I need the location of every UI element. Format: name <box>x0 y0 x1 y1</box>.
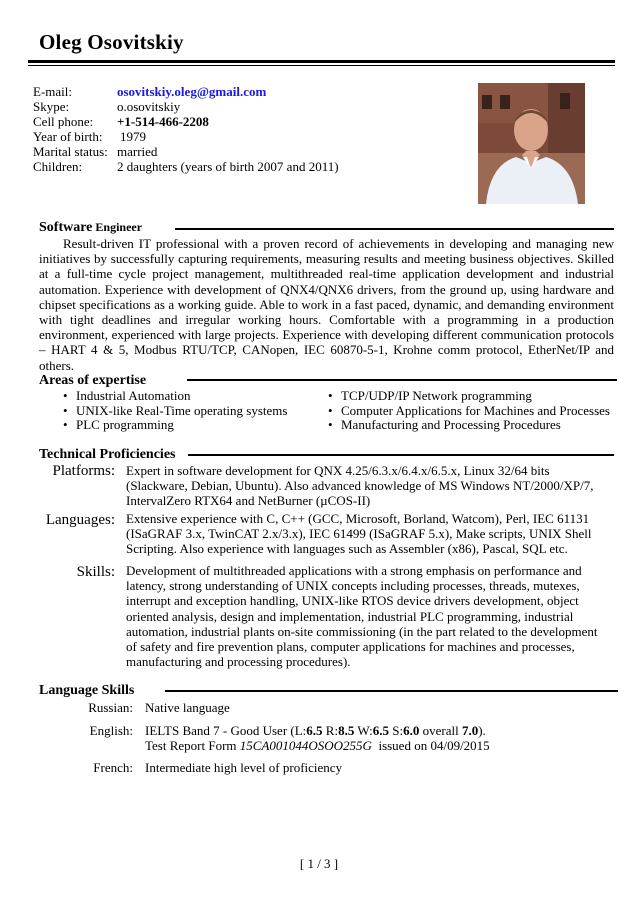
ielts-prefix: IELTS Band 7 - Good User (L: <box>145 723 307 738</box>
summary-title-rest: Engineer <box>92 220 143 234</box>
list-item: • TCP/UDP/IP Network programming <box>326 389 626 404</box>
contact-skype-row <box>33 99 339 114</box>
ielts-writing-prefix: W: <box>354 723 373 738</box>
english-ielts-line <box>145 723 486 738</box>
summary-title <box>39 220 142 236</box>
list-item: • Industrial Automation <box>61 389 321 404</box>
trf-number: 15CA001044OSOO255G <box>239 738 372 753</box>
technical-title-rule <box>188 454 614 456</box>
contact-children-row <box>33 159 339 174</box>
trf-issued: issued on 04/09/2015 <box>371 738 490 753</box>
skype-value: o.osovitskiy <box>117 99 181 114</box>
contact-email-row <box>33 84 339 99</box>
expertise-list-left <box>61 389 321 433</box>
list-item: • PLC programming <box>61 418 321 433</box>
phone-value: +1-514-466-2208 <box>117 114 209 129</box>
summary-title-main: Software <box>39 220 93 235</box>
expertise-title-rule <box>187 379 617 381</box>
ielts-writing-score: 6.5 <box>372 723 389 738</box>
ielts-speaking-prefix: S: <box>389 723 404 738</box>
header-divider-thick <box>28 60 615 63</box>
ielts-speaking-score: 6.0 <box>403 723 420 738</box>
ielts-listening-score: 6.5 <box>306 723 323 738</box>
list-item: • Manufacturing and Processing Procedures <box>326 418 626 433</box>
language-skills-title: Language Skills <box>39 683 135 698</box>
languages-text: Extensive experience with C, C++ (GCC, Microsoft, Borland, Watcom), Perl, IEC 61131 (ISaGRAF 3.x, TwinCAT 2.x/3.x), IEC 61499 (ISaGRAF 5.x), Make scripts, UNIX Shell Scripting. Also experience with languages such as Assembler (x86), Pascal, SQL etc. <box>126 511 592 557</box>
ielts-suffix: ). <box>478 723 486 738</box>
ielts-reading-prefix: R: <box>322 723 339 738</box>
contact-label: E-mail: <box>33 84 72 99</box>
page-number: [ 1 / 3 ] <box>299 856 339 871</box>
platforms-text: Expert in software development for QNX 4.25/6.3.x/6.4.x/6.5.x, Linux 32/64 bits (Slackware, Debian, Ubuntu). Also advanced knowledge of MS Windows NT/2000/XP/7, IntervalZero RTX64 and NetBurner (µCOS-II) <box>126 463 594 509</box>
contact-label: Marital status: <box>33 144 108 159</box>
platforms-label: Platforms: <box>52 463 115 479</box>
french-text: Intermediate high level of proficiency <box>145 760 343 775</box>
marital-status-value: married <box>117 144 158 159</box>
language-skills-title-rule <box>165 690 618 692</box>
summary-title-rule <box>175 228 614 230</box>
list-item: • Computer Applications for Machines and Processes <box>326 404 626 419</box>
russian-label: Russian: <box>88 700 133 715</box>
contact-label: Cell phone: <box>33 114 94 129</box>
email-link[interactable]: osovitskiy.oleg@gmail.com <box>117 84 267 99</box>
summary-paragraph: Result-driven IT professional with a proven record of achievements in developing and managing new initiatives by successfully capturing requirements, measuring results and meeting business objectives. Skilled at a full-time cycle project management, multithreaded real-time application development and industrial automation. Experience with development of QNX4/QNX6 drivers, from the ground up, using hardware and chipset specifications as a working guide. Able to work in a fast paced, dynamic, and demanding environment with tight deadlines and irregular working hours. Comfortable with a programming in a production environment, experienced with large projects. Experience with developing different communication protocols – HART 4 & 5, Modbus RTU/TCP, CANopen, IEC 60870-5-1, Krohne comm protocol, EtherNet/IP and others. <box>39 236 614 373</box>
list-item: • UNIX-like Real-Time operating systems <box>61 404 321 419</box>
header-divider-thin <box>28 65 615 66</box>
ielts-overall-score: 7.0 <box>461 723 479 738</box>
contact-marital-row <box>33 144 339 159</box>
contact-birth-row <box>33 129 339 144</box>
expertise-title: Areas of expertise <box>39 373 147 388</box>
expertise-list-right <box>326 389 626 433</box>
english-trf-line <box>145 738 490 753</box>
skills-label: Skills: <box>76 564 115 580</box>
contact-label: Year of birth: <box>33 129 103 144</box>
contact-phone-row <box>33 114 339 129</box>
children-value: 2 daughters (years of birth 2007 and 2011) <box>117 159 339 174</box>
ielts-reading-score: 8.5 <box>338 723 355 738</box>
ielts-overall-prefix: overall <box>419 723 462 738</box>
trf-prefix: Test Report Form <box>145 738 240 753</box>
candidate-name: Oleg Osovitskiy <box>39 30 184 54</box>
skills-text: Development of multithreaded applications with a strong emphasis on performance and latency, strong understanding of UNIX concepts including processes, threads, mutexes, interrupt and exception handling, UNIX-like RTOS device drivers development, object oriented analysis, design and implementation, industrial PLC programming, industrial automation, industrial plants on-site commissioning (in the part related to the development of safety and fire prevention plans, computer applications for machines and processes, manufacturing and processing procedures). <box>126 563 598 670</box>
technical-title: Technical Proficiencies <box>39 447 176 462</box>
english-label: English: <box>89 723 133 738</box>
birth-year-value: 1979 <box>120 129 146 144</box>
contact-label: Skype: <box>33 99 70 114</box>
contact-details <box>33 84 339 174</box>
contact-label: Children: <box>33 159 83 174</box>
russian-text: Native language <box>145 700 230 715</box>
languages-label: Languages: <box>45 512 115 528</box>
french-label: French: <box>93 760 133 775</box>
profile-photo <box>478 83 585 204</box>
